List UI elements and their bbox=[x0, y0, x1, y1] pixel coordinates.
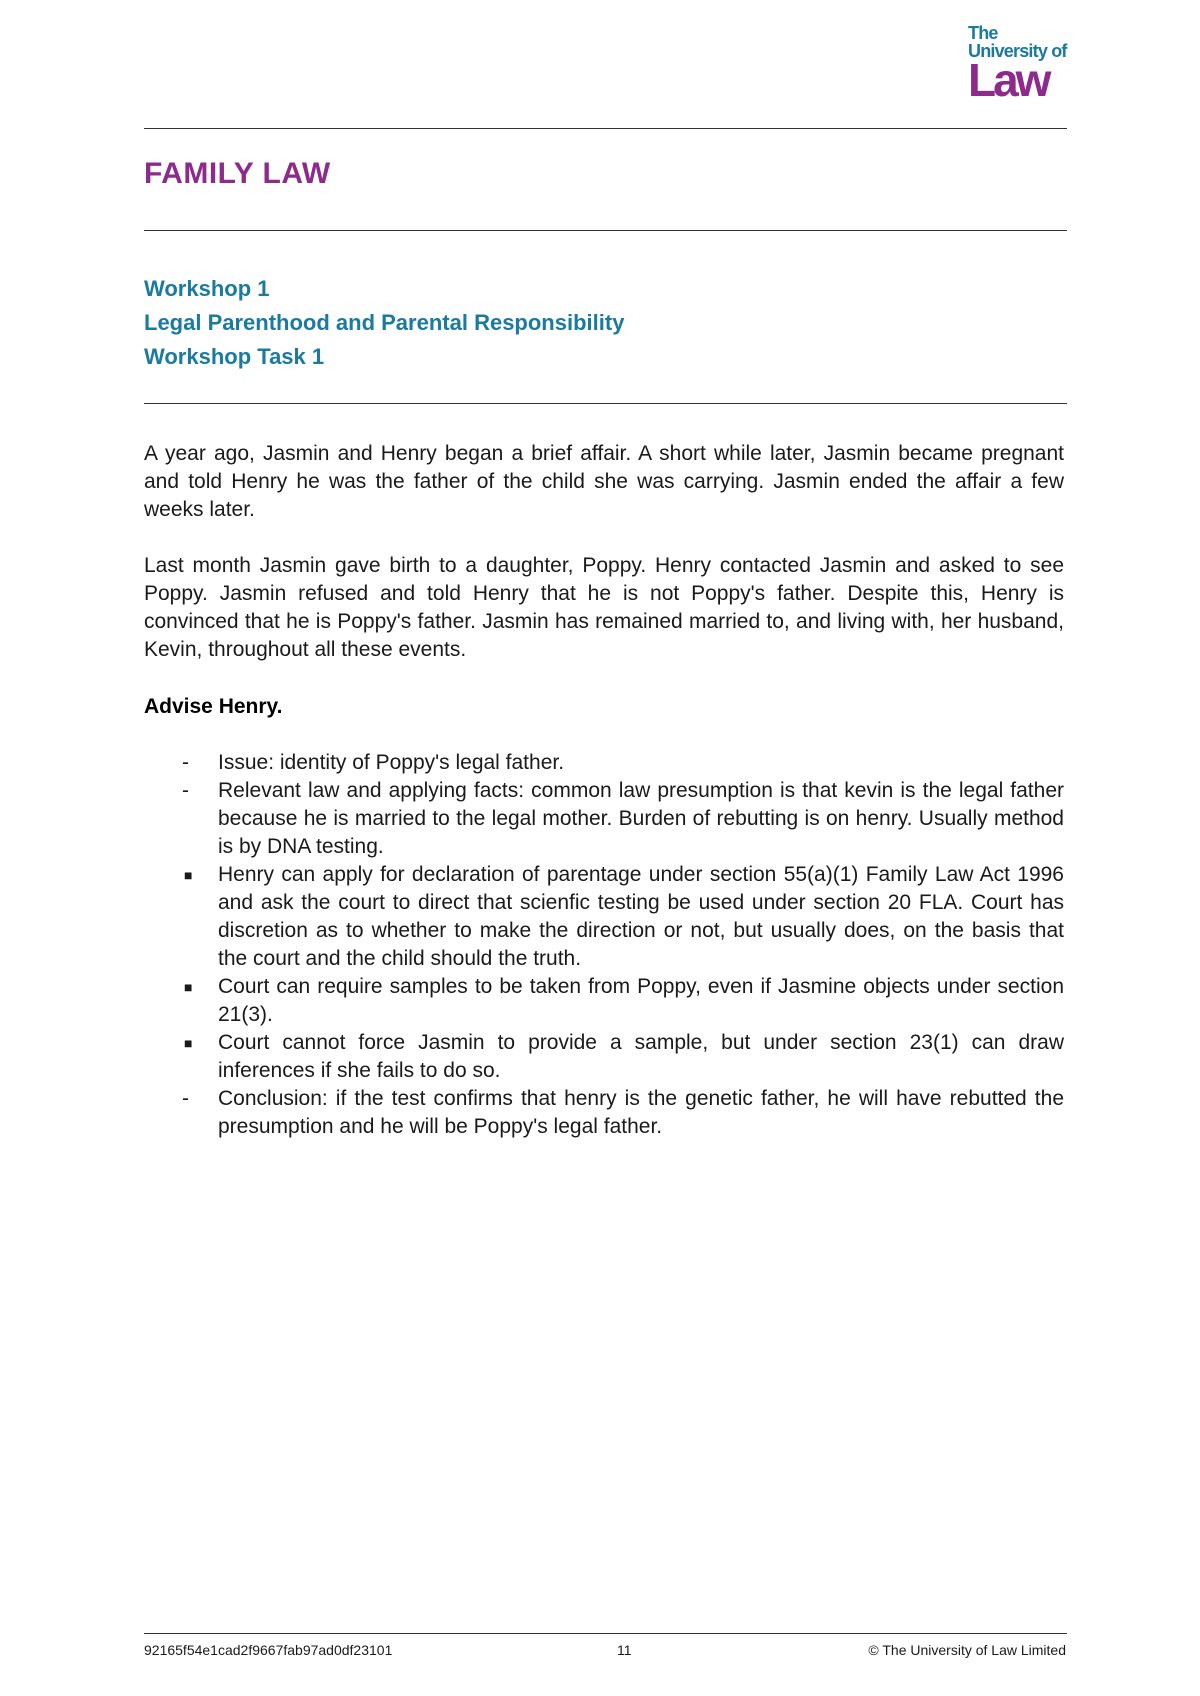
workshop-task: Workshop Task 1 bbox=[144, 344, 325, 369]
list-item bbox=[144, 973, 1064, 1029]
answer-list bbox=[144, 749, 1064, 1141]
document-title: FAMILY LAW bbox=[144, 157, 331, 190]
footer-copyright: © The University of Law Limited bbox=[868, 1642, 1066, 1658]
list-item-text: Relevant law and applying facts: common law presumption is that kevin is the legal father because he is married to the legal mother. Burden of rebutting is on henry. Usually method is by DNA testing. bbox=[218, 779, 1064, 858]
footer-document-id: 92165f54e1cad2f9667fab97ad0df23101 bbox=[144, 1642, 393, 1658]
logo-text-the: The bbox=[968, 23, 998, 43]
dash-bullet: - bbox=[182, 751, 189, 774]
list-item bbox=[144, 1029, 1064, 1085]
scenario-paragraph-2: Last month Jasmin gave birth to a daughter, Poppy. Henry contacted Jasmin and asked to see Poppy. Jasmin refused and told Henry that he is not Poppy's father. Despite this, Henry is convinced that he is Poppy's father. Jasmin has remained married to, and living with, her husband, Kevin, throughout all these events. bbox=[144, 554, 1064, 661]
workshop-topic: Legal Parenthood and Parental Responsibility bbox=[144, 310, 625, 335]
university-of-law-logo bbox=[968, 23, 1068, 106]
list-item-text: Conclusion: if the test confirms that henry is the genetic father, he will have rebutted the presumption and he will be Poppy's legal father. bbox=[218, 1087, 1064, 1138]
square-bullet: ■ bbox=[184, 979, 193, 995]
footer-rule bbox=[144, 1633, 1067, 1634]
logo-text-university-of: University of bbox=[968, 41, 1067, 61]
advise-instruction: Advise Henry. bbox=[144, 695, 283, 718]
dash-bullet: - bbox=[182, 1087, 189, 1110]
scenario-paragraph-1: A year ago, Jasmin and Henry began a brief affair. A short while later, Jasmin became pregnant and told Henry he was the father of the child she was carrying. Jasmin ended the affair a few weeks later. bbox=[144, 442, 1064, 521]
footer-page-number: 11 bbox=[617, 1642, 632, 1658]
logo-text-law: Law bbox=[968, 54, 1049, 106]
list-item bbox=[144, 861, 1064, 973]
square-bullet: ■ bbox=[184, 1035, 193, 1051]
list-item-text: Issue: identity of Poppy's legal father. bbox=[218, 751, 565, 774]
list-item bbox=[144, 749, 1064, 777]
dash-bullet: - bbox=[182, 779, 189, 802]
workshop-number: Workshop 1 bbox=[144, 276, 270, 301]
list-item-text: Court can require samples to be taken from Poppy, even if Jasmine objects under section 21(3). bbox=[218, 975, 1064, 1026]
workshop-headings bbox=[144, 272, 624, 374]
list-item bbox=[144, 1085, 1064, 1141]
list-item-text: Henry can apply for declaration of parentage under section 55(a)(1) Family Law Act 1996 and ask the court to direct that scienfic testing be used under section 20 FLA. Court has discretion as to whether to make the direction or not, but usually does, on the basis that the court and the child should the truth. bbox=[218, 863, 1064, 970]
list-item bbox=[144, 777, 1064, 861]
square-bullet: ■ bbox=[184, 867, 193, 883]
section-rule bbox=[144, 403, 1067, 404]
header-rule-top bbox=[144, 128, 1067, 129]
list-item-text: Court cannot force Jasmin to provide a sample, but under section 23(1) can draw inferences if she fails to do so. bbox=[218, 1031, 1064, 1082]
header-rule-bottom bbox=[144, 230, 1067, 231]
